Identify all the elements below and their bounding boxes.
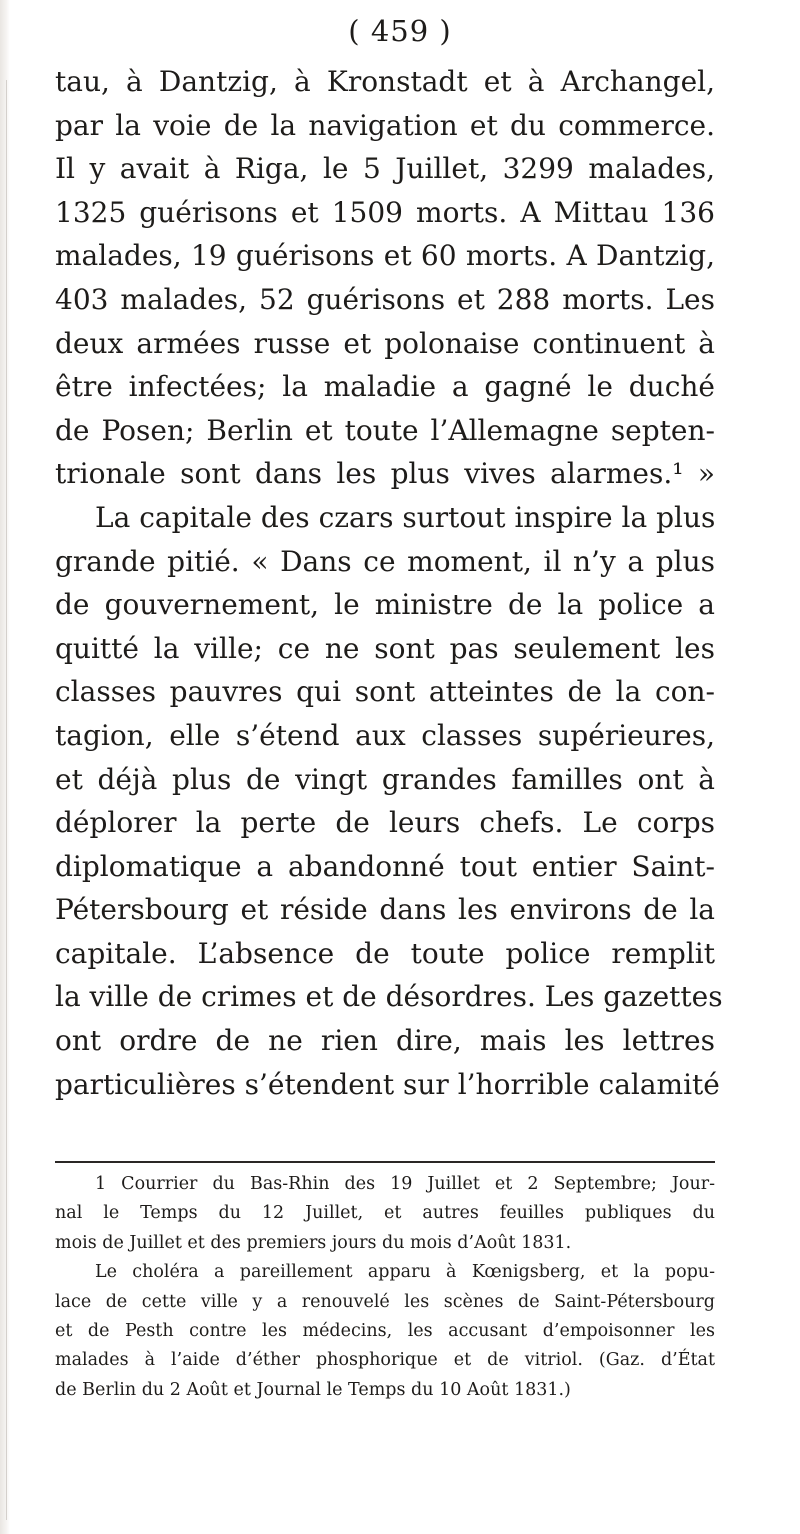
footnote-line: nal le Temps du 12 Juillet, et autres feuilles publiques du bbox=[55, 1203, 715, 1224]
body-line: tau, à Dantzig, à Kronstadt et à Archangel, bbox=[55, 65, 715, 98]
body-line: ont ordre de ne rien dire, mais les lettres bbox=[55, 1024, 715, 1058]
footnotes bbox=[55, 1170, 715, 1405]
scan-edge-line bbox=[6, 80, 7, 1520]
footnote-line: de Berlin du 2 Août et Journal le Temps du 10 Août 1831.) bbox=[55, 1379, 571, 1400]
footnote-line: mois de Juillet et des premiers jours du mois d’Août 1831. bbox=[55, 1232, 572, 1253]
body-line: déplorer la perte de leurs chefs. Le corps bbox=[55, 806, 715, 840]
footnote-divider bbox=[55, 1161, 715, 1163]
body-line: grande pitié. « Dans ce moment, il n’y a plus bbox=[55, 544, 715, 578]
body-line: deux armées russe et polonaise continuent à bbox=[55, 326, 715, 360]
body-line: Pétersbourg et réside dans les environs de la bbox=[55, 893, 715, 927]
scan-edge bbox=[0, 0, 10, 1534]
body-line: la ville de crimes et de désordres. Les gazettes bbox=[55, 980, 723, 1014]
footnote-line: Le choléra a pareillement apparu à Kœnigsberg, et la popu- bbox=[95, 1262, 715, 1283]
body-line: particulières s’étendent sur l’horrible calamité bbox=[55, 1067, 720, 1101]
body-line: de Posen; Berlin et toute l’Allemagne septen- bbox=[55, 413, 715, 447]
body-line: La capitale des czars surtout inspire la plus bbox=[95, 500, 716, 534]
body-line: par la voie de la navigation et du commerce. bbox=[55, 108, 715, 142]
body-line: être infectées; la maladie a gagné le duché bbox=[55, 370, 715, 404]
body-line: de gouvernement, le ministre de la police a bbox=[55, 588, 715, 622]
footnote-line: malades à l’aide d’éther phosphorique et de vitriol. (Gaz. d’État bbox=[55, 1350, 715, 1371]
body-text bbox=[55, 60, 723, 1106]
footnote-line: 1 Courrier du Bas-Rhin des 19 Juillet et 2 Septembre; Jour- bbox=[95, 1174, 715, 1194]
footnote-line: lace de cette ville y a renouvelé les scènes de Saint-Pétersbourg bbox=[55, 1291, 715, 1312]
body-line: 403 malades, 52 guérisons et 288 morts. Les bbox=[55, 282, 715, 316]
body-line: et déjà plus de vingt grandes familles ont à bbox=[55, 762, 715, 796]
footnote-line: et de Pesth contre les médecins, les accusant d’empoisonner les bbox=[55, 1320, 715, 1341]
page-number: ( 459 ) bbox=[348, 14, 452, 48]
body-line: trionale sont dans les plus vives alarmes.¹ » bbox=[55, 457, 715, 491]
body-line: 1325 guérisons et 1509 morts. A Mittau 136 bbox=[55, 195, 715, 229]
body-line: Il y avait à Riga, le 5 Juillet, 3299 malades, bbox=[55, 152, 715, 186]
body-line: diplomatique a abandonné tout entier Saint- bbox=[55, 849, 715, 883]
body-line: tagion, elle s’étend aux classes supérieures, bbox=[55, 718, 715, 752]
body-line: malades, 19 guérisons et 60 morts. A Dantzig, bbox=[55, 239, 715, 273]
body-line: quitté la ville; ce ne sont pas seulement les bbox=[55, 631, 715, 665]
body-line: capitale. L’absence de toute police remplit bbox=[55, 936, 715, 970]
body-line: classes pauvres qui sont atteintes de la con- bbox=[55, 675, 715, 709]
